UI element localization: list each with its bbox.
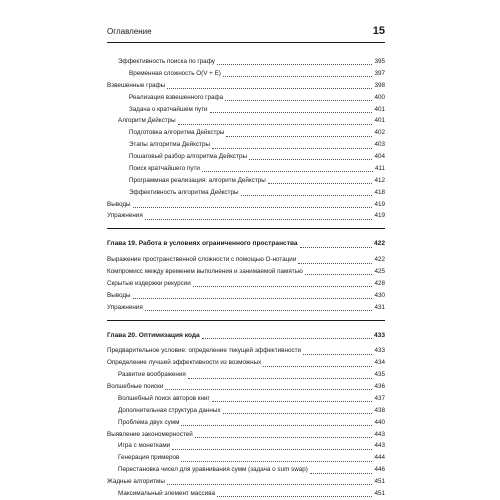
toc-entry <box>107 440 385 452</box>
toc-entry <box>107 266 385 278</box>
toc-entry-page: 418 <box>374 188 385 196</box>
toc-entry-title: Жадные алгоритмы <box>107 478 165 485</box>
dot-leader <box>249 159 373 160</box>
toc-entry-title: Волшебный поиск авторов книг <box>118 394 210 402</box>
toc-entry <box>107 210 385 222</box>
dot-leader <box>181 461 372 462</box>
toc-entry-page: 444 <box>374 454 385 462</box>
toc-entry <box>107 488 385 500</box>
dot-leader <box>167 88 372 89</box>
toc-entry-title: Этапы алгоритма Дейкстры <box>129 141 211 149</box>
toc-entry-title: Волшебные поиски <box>107 383 164 390</box>
toc-entry-page: 433 <box>373 331 385 339</box>
toc-entry-page: 401 <box>374 105 385 113</box>
dot-leader <box>225 100 372 101</box>
toc-entry-title: Дополнительная структура данных <box>118 406 221 414</box>
toc-entry <box>107 278 385 290</box>
toc-entry <box>107 163 385 175</box>
dot-leader <box>145 310 373 311</box>
toc-entry-page: 451 <box>374 489 385 497</box>
dot-leader <box>212 148 372 149</box>
page-header <box>107 27 385 41</box>
toc-entry-title: Выражение пространственной сложности с помощью O-нотации <box>107 256 297 264</box>
toc-entry-page: 400 <box>374 93 385 101</box>
toc-entry-page: 435 <box>374 371 385 379</box>
toc-entry-page: 404 <box>374 153 385 160</box>
toc-entry-title: Поиск кратчайшего пути <box>129 164 200 172</box>
toc-entry-page: 422 <box>374 256 385 264</box>
toc-entry-page: 443 <box>374 442 385 450</box>
toc-entry-page: 438 <box>374 406 385 414</box>
toc-entry-title: Эффективность поиска по графу <box>118 58 215 65</box>
toc-entry <box>107 405 385 417</box>
toc-entry <box>107 175 385 187</box>
toc-entry-page: 437 <box>374 394 385 402</box>
toc-entry <box>107 56 385 68</box>
toc-entry-page: 443 <box>374 430 385 438</box>
dot-leader <box>217 496 373 497</box>
toc-entry <box>107 345 385 357</box>
toc-entry-page: 425 <box>374 268 385 275</box>
toc-entry-title: Реализация взвешенного графа <box>129 93 224 101</box>
toc-entry <box>107 369 385 381</box>
toc-entry <box>107 127 385 139</box>
toc-entry-title: Проблема двух сумм <box>118 418 180 426</box>
toc-entry-title: Программная реализация: алгоритм Дейкстры <box>129 176 266 184</box>
toc-entry <box>107 254 385 266</box>
toc-entry-page: 412 <box>374 176 385 184</box>
toc-entry-page: 428 <box>374 279 385 287</box>
toc-entry <box>107 80 385 92</box>
dot-leader <box>133 298 373 299</box>
toc-entry-title: Выявление закономерностей <box>107 430 193 438</box>
toc-entry-title: Упражнения <box>107 303 143 311</box>
toc-entry <box>107 139 385 151</box>
toc-entry-page: 402 <box>374 129 385 137</box>
toc-chapter <box>107 238 385 250</box>
toc-entry-page: 431 <box>374 303 385 311</box>
table-of-contents <box>107 56 385 500</box>
toc-entry <box>107 381 385 393</box>
toc-entry-title: Алгоритм Дейкстры <box>118 117 176 125</box>
dot-leader <box>305 274 373 275</box>
dot-leader <box>303 354 372 355</box>
toc-entry-page: 436 <box>374 383 385 390</box>
toc-entry-page: 430 <box>374 291 385 299</box>
dot-leader <box>202 338 372 339</box>
dot-leader <box>263 366 372 367</box>
toc-entry-title: Задача о кратчайшем пути <box>129 105 208 113</box>
toc-entry-page: 419 <box>374 200 385 208</box>
toc-entry-title: Предварительное условие: определение текущей эффективности <box>107 347 302 355</box>
dot-leader <box>178 124 373 125</box>
toc-entry <box>107 115 385 127</box>
toc-entry-title: Взвешенные графы <box>107 81 166 89</box>
toc-entry-title: Эффективность алгоритма Дейкстры <box>129 188 239 196</box>
toc-entry-page: 451 <box>374 478 385 485</box>
toc-entry-page: 395 <box>374 58 385 65</box>
dot-leader <box>226 136 372 137</box>
toc-entry <box>107 429 385 441</box>
toc-entry <box>107 104 385 116</box>
toc-entry-title: Перестановка чисел для уравнивания сумм (задача о sum swap) <box>118 466 308 474</box>
toc-entry-title: Упражнения <box>107 212 143 220</box>
toc-entry-page: 397 <box>374 69 385 77</box>
dot-leader <box>193 286 373 287</box>
dot-leader <box>181 425 372 426</box>
toc-entry-page: 411 <box>374 164 385 172</box>
page-number: 15 <box>372 25 385 37</box>
dot-leader <box>195 437 373 438</box>
toc-entry <box>107 476 385 488</box>
dot-leader <box>300 247 372 248</box>
dot-leader <box>165 389 372 390</box>
toc-entry-title: Подготовка алгоритма Дейкстры <box>129 129 225 137</box>
toc-entry-page: 422 <box>373 240 385 248</box>
chapter-rule <box>107 320 385 321</box>
toc-entry-title: Временная сложность O(V + E) <box>129 69 221 77</box>
toc-entry <box>107 290 385 302</box>
chapter-rule <box>107 228 385 229</box>
toc-entry-title: Глава 20. Оптимизация кода <box>107 331 200 339</box>
toc-entry-page: 401 <box>374 117 385 125</box>
toc-entry <box>107 68 385 80</box>
dot-leader <box>223 413 373 414</box>
toc-entry-page: 419 <box>374 212 385 220</box>
toc-entry-title: Игра с монетками <box>118 442 171 450</box>
dot-leader <box>210 112 373 113</box>
dot-leader <box>310 473 373 474</box>
dot-leader <box>172 449 372 450</box>
toc-chapter <box>107 330 385 342</box>
dot-leader <box>167 484 373 485</box>
toc-entry-title: Компромисс между временем выполнения и занимаемой памятью <box>107 268 303 275</box>
toc-entry-page: 403 <box>374 141 385 149</box>
dot-leader <box>145 219 373 220</box>
toc-entry-page: 433 <box>374 347 385 355</box>
dot-leader <box>268 183 373 184</box>
toc-entry-title: Развитие воображения <box>118 371 186 379</box>
toc-entry-title: Определение лучшей эффективности из возможных <box>107 359 262 367</box>
toc-entry-title: Выводы <box>107 200 131 208</box>
toc-entry-page: 446 <box>374 466 385 474</box>
running-header-title: Оглавление <box>107 27 152 36</box>
toc-entry-title: Глава 19. Работа в условиях ограниченного пространства <box>107 240 298 248</box>
toc-entry <box>107 302 385 314</box>
toc-entry-title: Выводы <box>107 291 131 299</box>
dot-leader <box>298 263 372 264</box>
toc-entry-title: Скрытые издержки рекурсии <box>107 279 191 287</box>
toc-entry-page: 440 <box>374 418 385 426</box>
toc-entry <box>107 92 385 104</box>
toc-entry <box>107 417 385 429</box>
toc-entry <box>107 464 385 476</box>
toc-entry <box>107 187 385 199</box>
toc-entry-title: Пошаговый разбор алгоритма Дейкстры <box>129 153 247 160</box>
toc-entry <box>107 199 385 211</box>
toc-entry-title: Максимальный элемент массива <box>118 489 215 497</box>
toc-entry-title: Генерация примеров <box>118 454 180 462</box>
toc-entry-page: 434 <box>374 359 385 367</box>
dot-leader <box>188 378 373 379</box>
dot-leader <box>133 207 373 208</box>
toc-entry-page: 398 <box>374 81 385 89</box>
dot-leader <box>202 171 373 172</box>
header-rule <box>107 42 385 43</box>
toc-entry <box>107 357 385 369</box>
toc-entry <box>107 151 385 163</box>
toc-entry <box>107 393 385 405</box>
dot-leader <box>217 64 373 65</box>
dot-leader <box>223 76 373 77</box>
dot-leader <box>241 195 373 196</box>
toc-entry <box>107 452 385 464</box>
dot-leader <box>212 401 373 402</box>
